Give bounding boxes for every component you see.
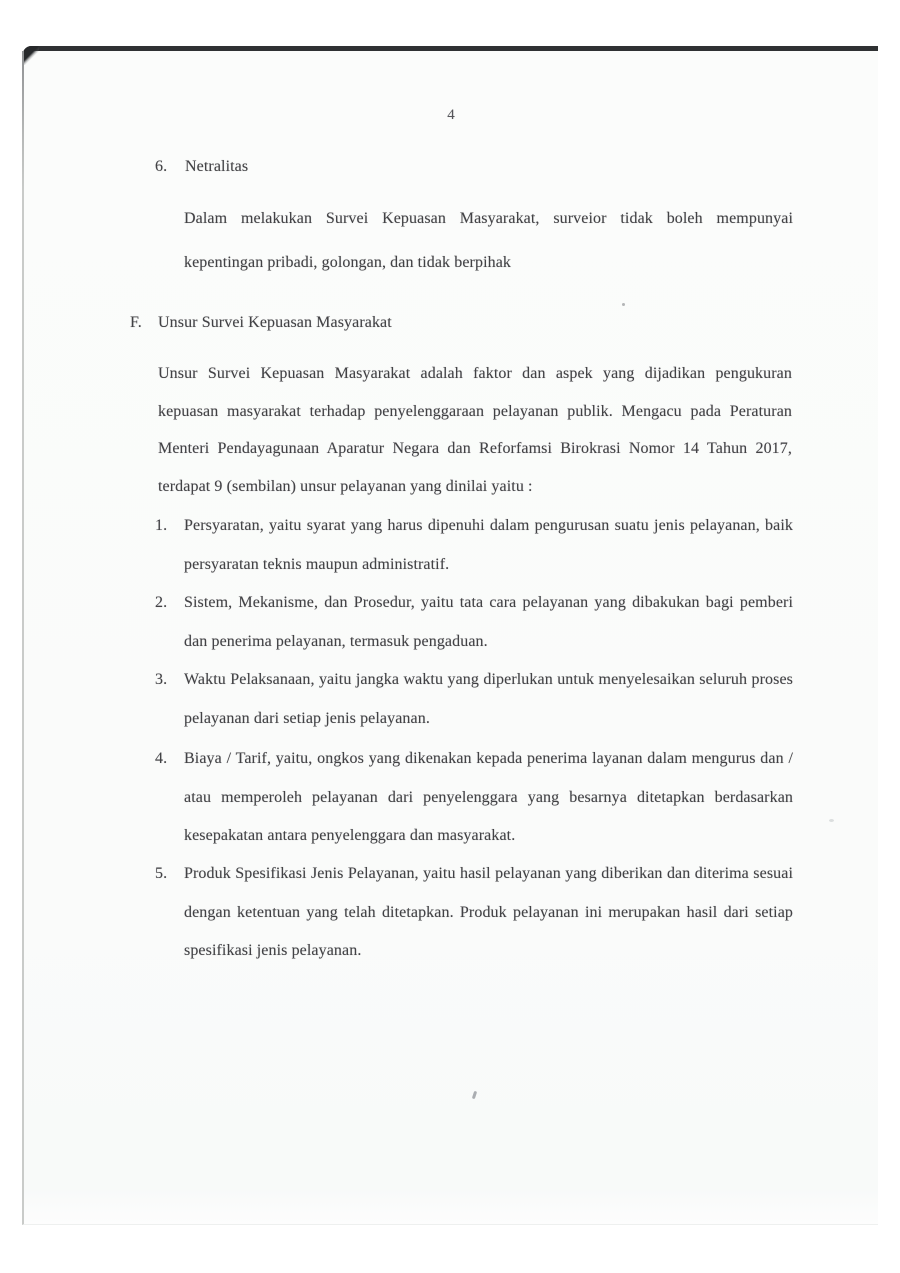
list-item [155,740,793,856]
list-item-text: Waktu Pelaksanaan, yaitu jangka waktu yang diperlukan untuk menyelesaikan seluruh proses pelayanan dari setiap jenis pelayanan. [184,671,793,727]
list-item-title: Netralitas [185,158,249,175]
document-page [22,46,878,1225]
paragraph-section-f-intro: Unsur Survei Kepuasan Masyarakat adalah faktor dan aspek yang dijadikan pengukuran kepuasan masyarakat terhadap penyelenggaraan pelayanan publik. Mengacu pada Peraturan Menteri Pendayagunaan Aparatur Negara dan Reforfamsi Birokrasi Nomor 14 Tahun 2017, terdapat 9 (sembilan) unsur pelayanan yang dinilai yaitu : [158,365,792,495]
list-item-text: Biaya / Tarif, yaitu, ongkos yang dikenakan kepada penerima layanan dalam mengurus dan / atau memperoleh pelayanan dari penyelenggara yang besarnya ditetapkan berdasarkan kesepakatan antara penyelenggara dan masyarakat. [184,750,793,844]
section-title: Unsur Survei Kepuasan Masyarakat [158,314,392,331]
list-item-text: Persyaratan, yaitu syarat yang harus dipenuhi dalam pengurusan suatu jenis pelayanan, baik persyaratan teknis maupun administratif. [184,517,793,573]
list-item [155,584,793,661]
section-label: F. [130,314,142,331]
list-item-text: Produk Spesifikasi Jenis Pelayanan, yaitu hasil pelayanan yang diberikan dan diterima sesuai dengan ketentuan yang telah ditetapkan. Produk pelayanan ini merupakan hasil dari setiap spesifikasi jenis pelayanan. [184,865,793,959]
paragraph-netralitas-body: Dalam melakukan Survei Kepuasan Masyarakat, surveior tidak boleh mempunyai kepentingan pribadi, golongan, dan tidak berpihak [184,210,793,271]
list-item-number: 6. [155,158,168,175]
section-f-heading [130,312,392,334]
list-item [155,855,793,971]
page-number: 4 [447,107,455,123]
list-item-number: 4. [155,750,168,767]
list-item-number: 5. [155,865,168,882]
paper-corner-fold [22,46,39,65]
list-item [155,661,793,738]
list-item-text: Sistem, Mekanisme, dan Prosedur, yaitu tata cara pelayanan yang dibakukan bagi pemberi dan penerima pelayanan, termasuk pengaduan. [184,594,793,650]
list-item-number: 3. [155,671,168,688]
list-item-number: 2. [155,594,168,611]
list-item-netralitas-heading [155,156,248,178]
list-item-number: 1. [155,517,168,534]
list-item [155,507,793,584]
